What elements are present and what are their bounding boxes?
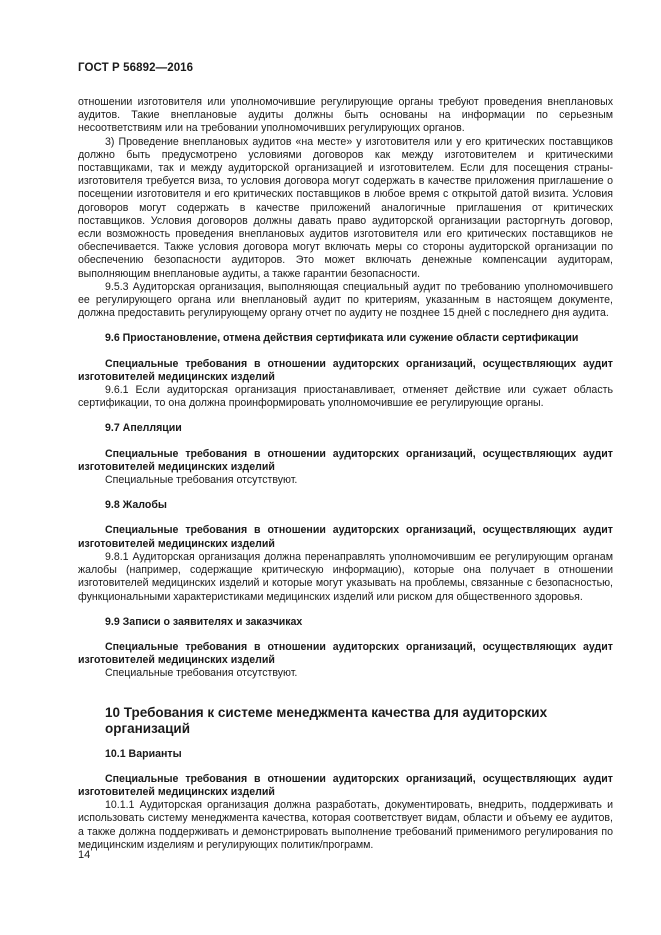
subheading: Специальные требования в отношении аудиторских организаций, осуществляющих аудит изготовителей медицинских изделий	[78, 772, 613, 798]
document-body	[78, 96, 613, 852]
section-heading: 9.6 Приостановление, отмена действия сертификата или сужение области сертификации	[105, 332, 579, 345]
paragraph: Специальные требования отсутствуют.	[105, 474, 298, 487]
section-heading: 9.8 Жалобы	[105, 499, 167, 512]
section-heading: 10.1 Варианты	[105, 747, 182, 760]
paragraph: отношении изготовителя или уполномочившие регулирующие органы требуют проведения внеплановых аудитов. Такие внеплановые аудиты должны быть основаны на информации по серьезным несоответствиям или на требовании уполномочивших регулирующих органов.	[78, 96, 613, 135]
document-header: ГОСТ Р 56892—2016	[78, 62, 194, 74]
paragraph: 9.6.1 Если аудиторская организация приостанавливает, отменяет действие или сужает область сертификации, то она должна проинформировать уполномочившие ее регулирующие органы.	[78, 384, 613, 410]
section-heading: 9.9 Записи о заявителях и заказчиках	[105, 615, 303, 628]
paragraph: 10.1.1 Аудиторская организация должна разработать, документировать, внедрить, поддерживать и использовать систему менеджмента качества, которая соответствует видам, области и объему ее аудитов, а также должна поддерживать и демонстрировать выполнение требований применимого регулирования по медицинским изделиям и регулирующих политик/программ.	[78, 799, 613, 851]
subheading: Специальные требования в отношении аудиторских организаций, осуществляющих аудит изготовителей медицинских изделий	[78, 447, 613, 473]
subheading: Специальные требования в отношении аудиторских организаций, осуществляющих аудит изготовителей медицинских изделий	[78, 357, 613, 383]
paragraph: Специальные требования отсутствуют.	[105, 667, 298, 680]
page-number: 14	[78, 849, 91, 861]
subheading: Специальные требования в отношении аудиторских организаций, осуществляющих аудит изготовителей медицинских изделий	[78, 524, 613, 550]
chapter-heading: 10 Требования к системе менеджмента качества для аудиторских организаций	[105, 704, 548, 736]
paragraph: 3) Проведение внеплановых аудитов «на месте» у изготовителя или у его критических поставщиков должно быть предусмотрено условиями договоров как между изготовителем и критическими поставщиками, так и между аудиторской организацией и изготовителем. Если для посещения страны-изготовителя требуется виза, то условия договора могут содержать в качестве приложения приглашение о посещении изготовителя и его критических поставщиков в любое время с открытой датой визита. Условия договоров могут содержать в качестве приложений аналогичные приглашения от критических поставщиков. Условия договоров должны давать право аудиторской организации расторгнуть договор, если возможность проведения внеплановых аудитов изготовителя или его критических поставщиков не обеспечивается. Также условия договора могут включать меры со стороны аудиторской организации по обеспечению безопасности аудиторов. Это может включать денежные компенсации аудиторам, выполняющим внеплановые аудиты, а также гарантии безопасности.	[78, 135, 613, 280]
paragraph: 9.5.3 Аудиторская организация, выполняющая специальный аудит по требованию уполномочившего ее регулирующего органа или внеплановый аудит по критериям, указанным в настоящем документе, должна предоставить регулирующему органу отчет по аудиту не позднее 15 дней с последнего дня аудита.	[78, 280, 613, 320]
paragraph: 9.8.1 Аудиторская организация должна перенаправлять уполномочившим ее регулирующим органам жалобы (например, содержащие критическую информацию), которые она получает в отношении изготовителей медицинских изделий и которые могут указывать на проблемы, связанные с безопасностью, функциональными характеристиками медицинских изделий или риском для общественного здоровья.	[78, 550, 613, 603]
subheading: Специальные требования в отношении аудиторских организаций, осуществляющих аудит изготовителей медицинских изделий	[78, 640, 613, 667]
section-heading: 9.7 Апелляции	[105, 422, 182, 435]
